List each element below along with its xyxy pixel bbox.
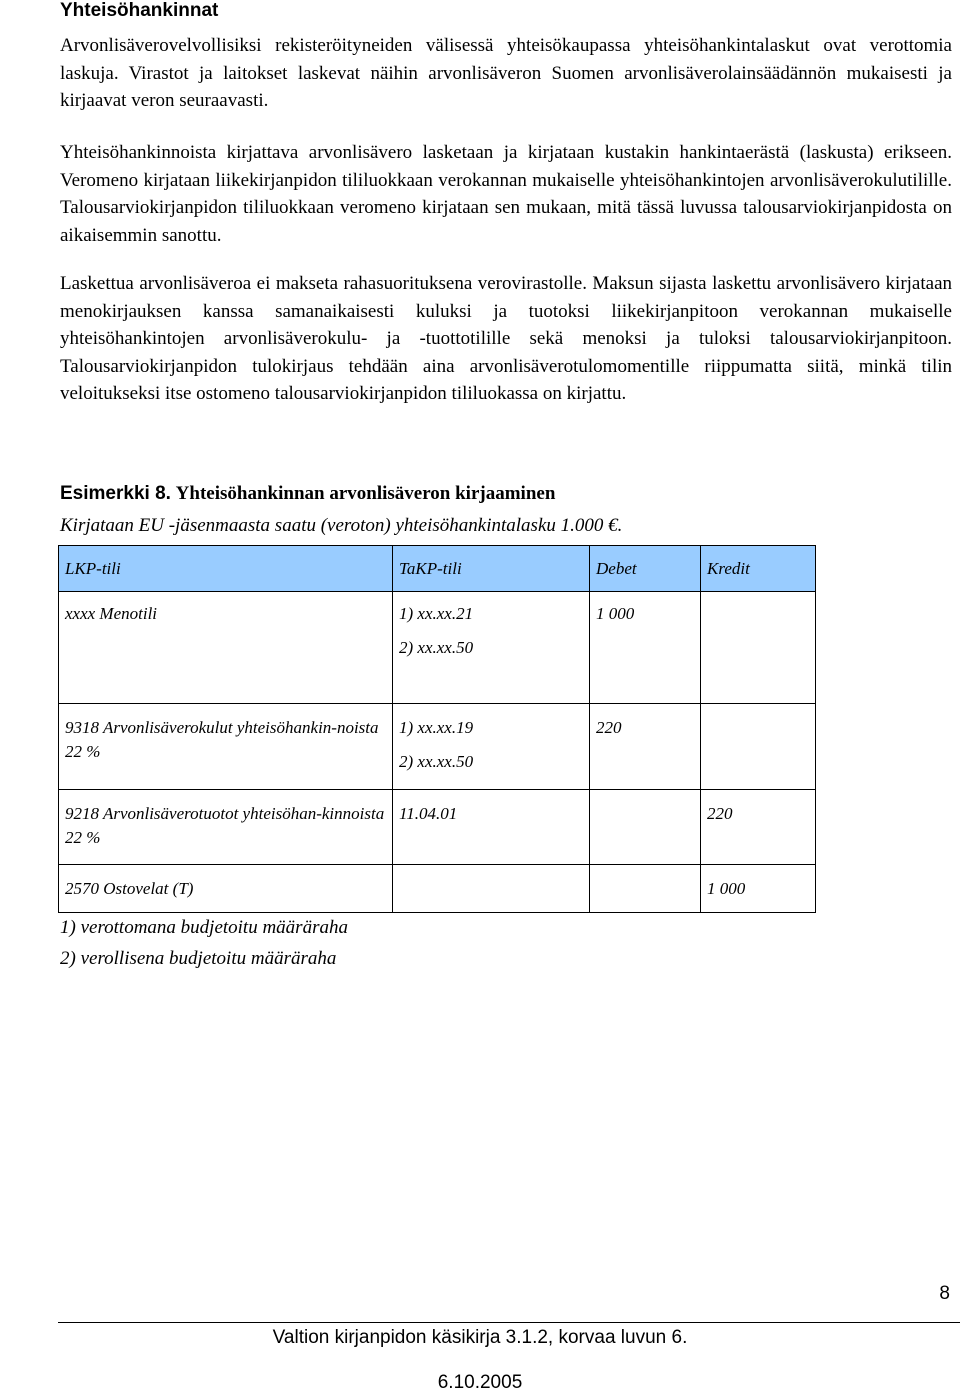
cell-lkp: xxxx Menotili: [59, 592, 393, 704]
ledger-table: [58, 545, 816, 913]
example-label: Esimerkki 8.: [60, 483, 171, 504]
footer-title: Valtion kirjanpidon käsikirja 3.1.2, korvaa luvun 6.: [272, 1327, 688, 1348]
example-title-text: Yhteisöhankinnan arvonlisäveron kirjaaminen: [175, 483, 556, 504]
cell-takp: [393, 865, 590, 913]
table-row: [59, 704, 816, 790]
cell-takp: [393, 592, 590, 704]
cell-kredit: 1 000: [701, 865, 816, 913]
cell-debet: 220: [590, 704, 701, 790]
footer-divider: [58, 1322, 960, 1323]
table-row: [59, 592, 816, 704]
footer-date: 6.10.2005: [437, 1372, 523, 1393]
cell-kredit: 220: [701, 790, 816, 865]
example-title: [60, 482, 555, 506]
cell-debet: [590, 790, 701, 865]
table-row: [59, 790, 816, 865]
cell-debet: [590, 865, 701, 913]
header-takp: TaKP-tili: [393, 546, 590, 592]
header-lkp: LKP-tili: [59, 546, 393, 592]
footnote-1: 1) verottomana budjetoitu määräraha: [60, 917, 348, 938]
paragraph-3: Laskettua arvonlisäveroa ei makseta rahasuorituksena verovirastolle. Maksun sijasta laskettu arvonlisävero kirjataan menokirjauksen kanssa samanaikaisesti kuluksi ja tuotoksi liikekirjanpitoon verokannan mukaiselle yhteisöhankintojen arvonlisäverokulu- ja -tuottotilille sekä menoksi ja tuloksi talousarviokirjanpitoon. Talousarviokirjanpidon tulokirjaus tehdään aina arvonlisäverotulomomentille riippumatta siitä, minkä tilin veloitukseksi itse ostomeno talousarviokirjanpidon tililuokassa on kirjattu.: [60, 273, 952, 404]
cell-lkp: 9318 Arvonlisäverokulut yhteisöhankin-noista 22 %: [59, 704, 393, 790]
page-number: 8: [939, 1283, 950, 1304]
cell-lkp: 9218 Arvonlisäverotuotot yhteisöhan-kinnoista 22 %: [59, 790, 393, 865]
takp-line-2: 2) xx.xx.50: [399, 752, 474, 771]
takp-line-1: 1) xx.xx.21: [399, 604, 474, 623]
example-subtitle: Kirjataan EU -jäsenmaasta saatu (veroton) yhteisöhankintalasku 1.000 €.: [60, 515, 623, 536]
cell-takp: [393, 704, 590, 790]
paragraph-2: Yhteisöhankinnoista kirjattava arvonlisävero lasketaan ja kirjataan kustakin hankintaerästä (laskusta) erikseen. Veromeno kirjataan liikekirjanpidon tililuokkaan verokannan mukaiselle yhteisöhankintojen arvonlisäverokulutilille. Talousarviokirjanpidon tililuokkaan veromeno kirjataan sen mukaan, mitä tässä luvussa talousarviokirjanpidosta on aikaisemmin sanottu.: [60, 142, 952, 246]
paragraph-1: Arvonlisäverovelvollisiksi rekisteröityneiden välisessä yhteisökaupassa yhteisöhankintalaskut ovat verottomia laskuja. Virastot ja laitokset laskevat näihin arvonlisäveron Suomen arvonlisäverolainsäädännön mukaisesti ja kirjaavat veron seuraavasti.: [60, 35, 952, 111]
cell-lkp: 2570 Ostovelat (T): [59, 865, 393, 913]
footnote-2: 2) verollisena budjetoitu määräraha: [60, 948, 337, 969]
table-header-row: [59, 546, 816, 592]
cell-kredit: [701, 704, 816, 790]
takp-line-1: 1) xx.xx.19: [399, 718, 474, 737]
section-heading: Yhteisöhankinnat: [60, 0, 219, 21]
table-row: [59, 865, 816, 913]
takp-line-2: 2) xx.xx.50: [399, 638, 474, 657]
cell-takp: 11.04.01: [393, 790, 590, 865]
cell-debet: 1 000: [590, 592, 701, 704]
cell-kredit: [701, 592, 816, 704]
header-debet: Debet: [590, 546, 701, 592]
header-kredit: Kredit: [701, 546, 816, 592]
